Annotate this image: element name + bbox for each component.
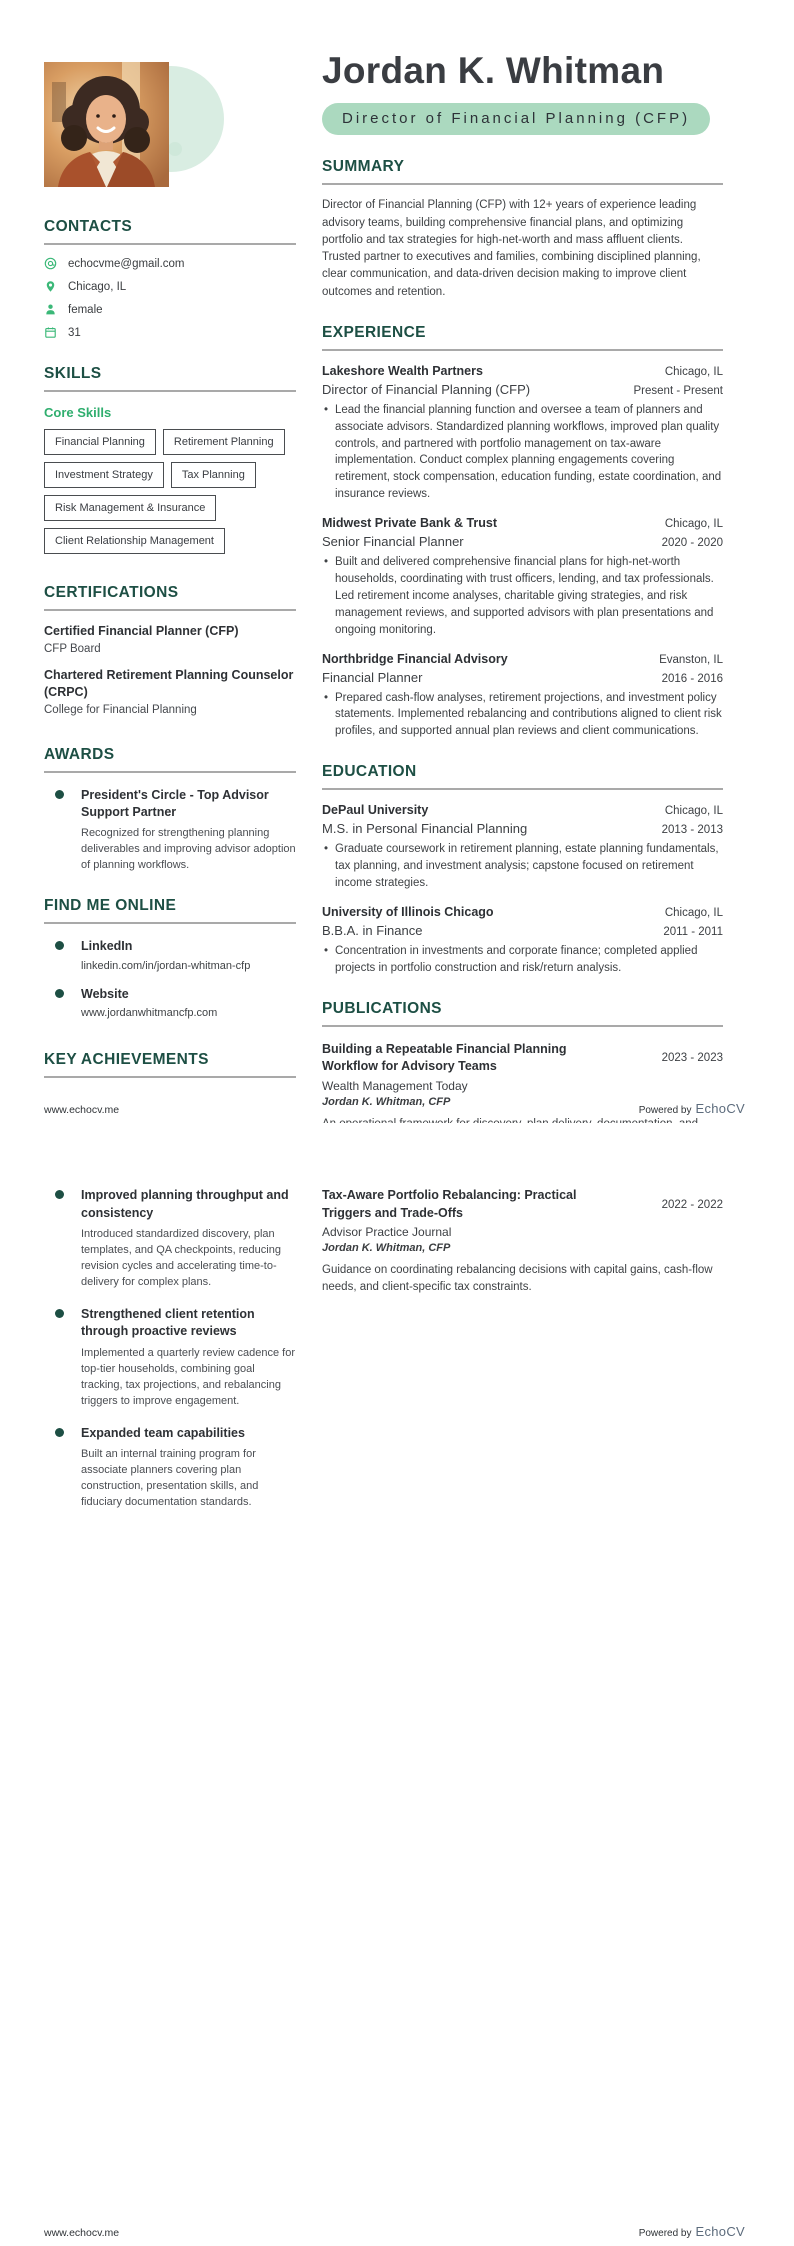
- find-me-online-heading: FIND ME ONLINE: [44, 897, 177, 915]
- find-me-online-section: [44, 897, 296, 1019]
- certifications-section: [44, 584, 296, 716]
- contact-gender-value: female: [68, 303, 103, 316]
- certification-item: [44, 623, 296, 655]
- degree: M.S. in Personal Financial Planning: [322, 821, 528, 837]
- degree: B.B.A. in Finance: [322, 922, 423, 938]
- skill-chip: Client Relationship Management: [44, 528, 225, 554]
- section-divider: [322, 349, 723, 351]
- contacts-section: [44, 218, 296, 339]
- contact-location-value: Chicago, IL: [68, 280, 127, 293]
- skills-section: [44, 365, 296, 554]
- school-location: Chicago, IL: [664, 805, 723, 818]
- resume-page-2: [0, 1123, 794, 2246]
- section-divider: [322, 1025, 723, 1027]
- certification-issuer: CFP Board: [44, 642, 101, 655]
- job-bullet: • Lead the financial planning function and oversee a team of planners and associate advisors. Standardized planning workflows, improved plan quality controls, and partnered with portfolio management on tax-aware implementation. Conduct complex planning engagements covering retirement, stock compensation, education funding, estate coordination, and insurance reviews.: [322, 402, 723, 503]
- skill-chip: Financial Planning: [44, 429, 156, 455]
- education-entry: [322, 803, 723, 892]
- skill-chip: Retirement Planning: [163, 429, 285, 455]
- skills-chip-list: [44, 429, 296, 554]
- online-profile-url[interactable]: linkedin.com/in/jordan-whitman-cfp: [81, 959, 251, 972]
- powered-by: [639, 2224, 745, 2239]
- section-divider: [44, 390, 296, 392]
- education-heading: EDUCATION: [322, 763, 417, 781]
- certification-name: Certified Financial Planner (CFP): [44, 624, 239, 638]
- profile-photo-image: [44, 62, 169, 187]
- page-footer: [44, 2224, 745, 2239]
- achievement-title: Strengthened client retention through proactive reviews: [81, 1306, 255, 1339]
- bullet-dot-icon: [55, 1428, 64, 1437]
- summary-section: [322, 158, 723, 301]
- school-name: University of Illinois Chicago: [322, 904, 494, 919]
- award-title: President's Circle - Top Advisor Support Partner: [81, 787, 269, 820]
- job-role: Financial Planner: [322, 669, 423, 685]
- photo-backdrop-dot: [168, 142, 182, 156]
- certifications-heading: CERTIFICATIONS: [44, 584, 179, 601]
- section-divider: [322, 788, 723, 790]
- bullet-dot-icon: [55, 989, 64, 998]
- section-divider: [322, 183, 723, 185]
- achievement-title: Expanded team capabilities: [81, 1425, 245, 1440]
- achievement-item: [44, 1306, 296, 1410]
- section-divider: [44, 609, 296, 611]
- at-icon: [44, 257, 57, 270]
- calendar-icon: [44, 326, 57, 339]
- skill-chip: Tax Planning: [171, 462, 256, 488]
- person-name: Jordan K. Whitman: [322, 50, 665, 91]
- contact-age-value: 31: [68, 326, 81, 339]
- education-bullet: • Graduate coursework in retirement planning, estate planning fundamentals, tax planning, and investment analysis; capstone focused on retirement income strategies.: [322, 841, 723, 892]
- contact-gender: [44, 303, 296, 316]
- education-dates: 2013 - 2013: [661, 824, 723, 837]
- online-profile-item: [44, 986, 296, 1020]
- skills-heading: SKILLS: [44, 365, 102, 382]
- company-name: Midwest Private Bank & Trust: [322, 516, 498, 531]
- achievement-item: [44, 1425, 296, 1511]
- publication-item: [322, 1187, 723, 1297]
- contact-location: [44, 280, 296, 293]
- publications-heading: PUBLICATIONS: [322, 999, 442, 1017]
- achievement-description: Built an internal training program for associate planners covering plan construction, presentation skills, and fiduciary documentation standards.: [81, 1448, 259, 1508]
- education-bullet: • Concentration in investments and corporate finance; completed applied projects in portfolio construction and risk/return analysis.: [322, 943, 723, 977]
- footer-site-link[interactable]: www.echocv.me: [44, 2227, 120, 2239]
- online-profile-item: [44, 938, 296, 972]
- job-dates: 2016 - 2016: [661, 672, 723, 685]
- section-divider: [44, 771, 296, 773]
- experience-section: [322, 324, 723, 740]
- section-divider: [44, 922, 296, 924]
- awards-section: [44, 746, 296, 874]
- skills-group-label: Core Skills: [44, 405, 112, 420]
- publication-dates: 2023 - 2023: [661, 1052, 723, 1065]
- award-description: Recognized for strengthening planning deliverables and improving advisor adoption of planning workflows.: [81, 826, 296, 871]
- company-name: Northbridge Financial Advisory: [322, 651, 508, 666]
- online-profile-label: LinkedIn: [81, 939, 133, 954]
- company-name: Lakeshore Wealth Partners: [322, 363, 483, 378]
- contact-email-value[interactable]: echocvme@gmail.com: [68, 257, 185, 270]
- experience-heading: EXPERIENCE: [322, 323, 426, 341]
- echocv-brand-link[interactable]: EchoCV: [695, 2224, 745, 2239]
- company-location: Chicago, IL: [664, 518, 723, 531]
- education-entry: [322, 905, 723, 977]
- certification-item: [44, 667, 296, 716]
- person-icon: [44, 303, 57, 316]
- job-title-badge: [322, 103, 710, 135]
- certification-name: Chartered Retirement Planning Counselor (CRPC): [44, 667, 294, 699]
- profile-photo: [44, 62, 234, 202]
- job-bullet: • Built and delivered comprehensive financial plans for high-net-worth households, coordinating with trust officers, lending, and tax professionals. Led retirement income analyses, charitable giving strategies, and risk management reviews, and supported advisors with plan presentations and ongoing monitoring.: [322, 554, 723, 638]
- job-role: Senior Financial Planner: [322, 534, 464, 550]
- achievement-item: [44, 1187, 296, 1291]
- awards-heading: AWARDS: [44, 745, 115, 763]
- job-dates: Present - Present: [633, 384, 723, 397]
- skill-chip: Risk Management & Insurance: [44, 495, 216, 521]
- bullet-dot-icon: [55, 941, 64, 950]
- job-role: Director of Financial Planning (CFP): [322, 381, 531, 397]
- location-pin-icon: [44, 280, 57, 293]
- education-dates: 2011 - 2011: [663, 925, 723, 938]
- bullet-dot-icon: [55, 790, 64, 799]
- job-title-text: Director of Financial Planning (CFP): [342, 110, 691, 128]
- online-profile-url[interactable]: www.jordanwhitmancfp.com: [81, 1007, 218, 1020]
- publication-description: Guidance on coordinating rebalancing decisions with capital gains, cash-flow needs, and client-specific tax constraints.: [322, 1264, 713, 1294]
- online-profile-label: Website: [81, 986, 129, 1001]
- certification-issuer: College for Financial Planning: [44, 703, 197, 716]
- publication-dates: 2022 - 2022: [661, 1198, 723, 1211]
- award-item: [44, 787, 296, 874]
- education-section: [322, 763, 723, 976]
- publication-title: Building a Repeatable Financial Planning Workflow for Advisory Teams: [322, 1041, 567, 1074]
- achievement-title: Improved planning throughput and consistency: [81, 1188, 289, 1220]
- summary-text: Director of Financial Planning (CFP) with 12+ years of experience leading advisory teams, building comprehensive financial plans, and optimizing portfolio and tax strategies for high-net-worth and mass affluent clients. Trusted partner to executives and families, combining disciplined planning, clear communication, and data-driven decision making to improve client outcomes and retention.: [322, 199, 701, 298]
- contact-age: [44, 326, 296, 339]
- experience-entry: [322, 516, 723, 638]
- job-bullet: • Prepared cash-flow analyses, retirement projections, and investment policy statements. Implemented rebalancing and contributions aligned to client risk profiles, and supported annual plan reviews and client communications.: [322, 690, 723, 741]
- publication-author: Jordan K. Whitman, CFP: [322, 1242, 451, 1254]
- key-achievements-section: [44, 1051, 296, 1078]
- bullet-dot-icon: [55, 1309, 64, 1318]
- powered-by-prefix: Powered by: [638, 2228, 692, 2239]
- company-location: Chicago, IL: [664, 365, 723, 378]
- sidebar-page-2: [44, 1187, 296, 1526]
- powered-by: [639, 1101, 745, 1116]
- experience-entry: [322, 364, 723, 503]
- sidebar: [44, 48, 296, 1150]
- main-column: [322, 48, 723, 1150]
- page-footer: [44, 1101, 745, 1116]
- contact-email: [44, 257, 296, 270]
- school-location: Chicago, IL: [664, 906, 723, 919]
- publication-author: Jordan K. Whitman, CFP: [322, 1095, 451, 1108]
- job-dates: 2020 - 2020: [661, 537, 723, 550]
- echocv-brand-link[interactable]: EchoCV: [695, 1101, 745, 1116]
- summary-heading: SUMMARY: [322, 158, 405, 176]
- section-divider: [44, 243, 296, 245]
- contacts-heading: CONTACTS: [44, 218, 133, 235]
- section-divider: [44, 1076, 296, 1078]
- bullet-dot-icon: [55, 1190, 64, 1199]
- publication-title: Tax-Aware Portfolio Rebalancing: Practical Triggers and Trade-Offs: [322, 1188, 577, 1220]
- powered-by-prefix: Powered by: [638, 1105, 692, 1116]
- skill-chip: Investment Strategy: [44, 462, 164, 488]
- main-column-page-2: [322, 1187, 723, 1526]
- company-location: Evanston, IL: [659, 653, 723, 666]
- key-achievements-heading: KEY ACHIEVEMENTS: [44, 1051, 209, 1069]
- footer-site-link[interactable]: www.echocv.me: [44, 1104, 120, 1116]
- publication-journal: Wealth Management Today: [322, 1078, 468, 1093]
- achievement-description: Introduced standardized discovery, plan templates, and QA checkpoints, reducing revision cycles and accelerating time-to-delivery for complex plans.: [81, 1228, 281, 1288]
- experience-entry: [322, 652, 723, 741]
- achievement-description: Implemented a quarterly review cadence for top-tier households, combining goal tracking, tax projections, and rebalancing triggers to improve engagement.: [81, 1346, 295, 1407]
- publication-journal: Advisor Practice Journal: [322, 1225, 452, 1239]
- school-name: DePaul University: [322, 803, 429, 818]
